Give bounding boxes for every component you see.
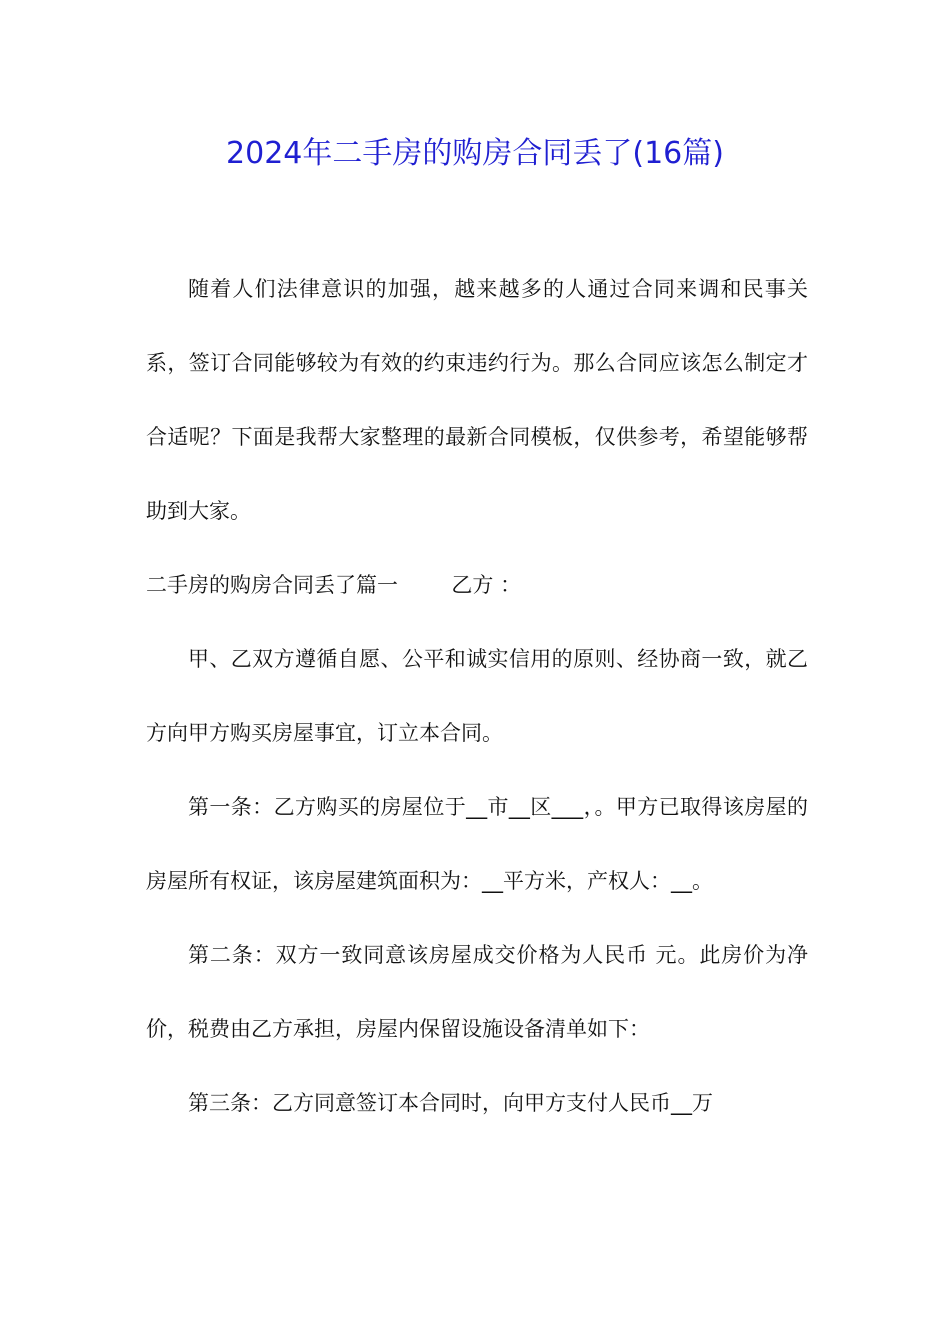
document-body xyxy=(146,252,808,1140)
paragraph-article-three: 第三条：乙方同意签订本合同时，向甲方支付人民币__万 xyxy=(188,1091,713,1115)
paragraph-parties-agreement: 甲、乙双方遵循自愿、公平和诚实信用的原则、经协商一致，就乙方向甲方购买房屋事宜，订立本合同。 xyxy=(146,647,808,745)
intro-paragraph: 随着人们法律意识的加强，越来越多的人通过合同来调和民事关系，签订合同能够较为有效的约束违约行为。那么合同应该怎么制定才合适呢？下面是我帮大家整理的最新合同模板，仅供参考，希望能够帮助到大家。 xyxy=(146,277,808,523)
section-heading: 二手房的购房合同丢了篇一 乙方 ： xyxy=(146,573,522,597)
paragraph-article-one: 第一条：乙方购买的房屋位于__市__区___，。甲方已取得该房屋的房屋所有权证，该房屋建筑面积为：__平方米，产权人：__。 xyxy=(146,795,808,893)
document-title: 2024年二手房的购房合同丢了(16篇) xyxy=(226,136,724,171)
paragraph-article-two: 第二条：双方一致同意该房屋成交价格为人民币 元。此房价为净价，税费由乙方承担，房屋内保留设施设备清单如下： xyxy=(146,943,808,1041)
